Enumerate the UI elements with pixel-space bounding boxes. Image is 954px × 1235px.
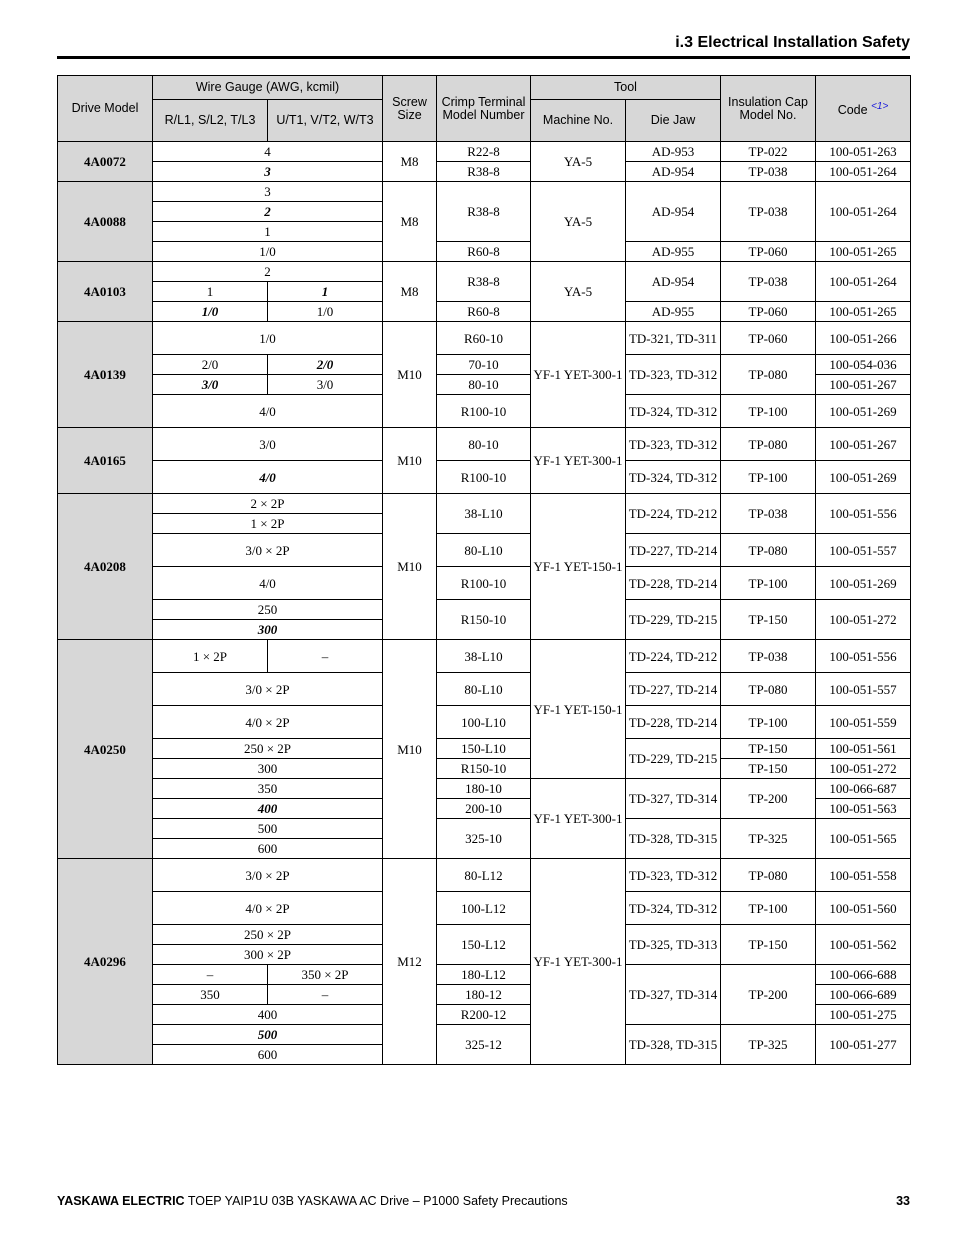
machine-no-cell: YF-1 YET-300-1: [531, 779, 626, 859]
table-row: [58, 1025, 911, 1045]
crimp-terminal-cell: 70-10: [437, 355, 531, 375]
crimp-terminal-cell: R150-10: [437, 759, 531, 779]
die-jaw-cell: TD-224, TD-212: [626, 640, 721, 673]
output-gauge-cell: 3/0: [268, 375, 383, 395]
footnote-ref: <1>: [871, 100, 889, 112]
code-cell: 100-051-269: [816, 395, 911, 428]
die-jaw-cell: AD-953: [626, 142, 721, 162]
die-jaw-cell: TD-327, TD-314: [626, 779, 721, 819]
code-cell: 100-051-269: [816, 567, 911, 600]
die-jaw-cell: AD-954: [626, 182, 721, 242]
section-title: i.3 Electrical Installation Safety: [675, 34, 910, 51]
crimp-terminal-cell: R38-8: [437, 182, 531, 242]
insulation-cap-cell: TP-150: [721, 925, 816, 965]
die-jaw-cell: TD-328, TD-315: [626, 1025, 721, 1065]
die-jaw-cell: TD-324, TD-312: [626, 395, 721, 428]
table-row: [58, 322, 911, 355]
wire-gauge-cell: 400: [153, 1005, 383, 1025]
wire-gauge-cell: 250 × 2P: [153, 739, 383, 759]
code-cell: 100-051-560: [816, 892, 911, 925]
output-gauge-cell: 2/0: [268, 355, 383, 375]
wire-gauge-cell: 600: [153, 1045, 383, 1065]
wire-gauge-cell: 2 × 2P: [153, 494, 383, 514]
die-jaw-cell: TD-323, TD-312: [626, 428, 721, 461]
code-cell: 100-051-267: [816, 375, 911, 395]
code-cell: 100-051-557: [816, 673, 911, 706]
screw-size-cell: M10: [383, 640, 437, 859]
die-jaw-cell: TD-228, TD-214: [626, 567, 721, 600]
footer-brand: YASKAWA ELECTRIC: [57, 1194, 185, 1208]
insulation-cap-cell: TP-100: [721, 395, 816, 428]
header-machine-no: Machine No.: [531, 100, 626, 142]
table-row: [58, 706, 911, 739]
crimp-terminal-cell: 100-L10: [437, 706, 531, 739]
die-jaw-cell: TD-229, TD-215: [626, 600, 721, 640]
wire-gauge-cell: 600: [153, 839, 383, 859]
header-insulation-cap: Insulation Cap Model No.: [721, 76, 816, 142]
input-gauge-cell: 2/0: [153, 355, 268, 375]
insulation-cap-cell: TP-038: [721, 640, 816, 673]
drive-model-cell: 4A0208: [58, 494, 153, 640]
crimp-terminal-cell: R60-10: [437, 322, 531, 355]
drive-model-cell: 4A0072: [58, 142, 153, 182]
table-row: [58, 494, 911, 514]
table-row: [58, 428, 911, 461]
crimp-terminal-cell: 80-L10: [437, 673, 531, 706]
crimp-terminal-cell: 80-L10: [437, 534, 531, 567]
wire-gauge-cell: 1/0: [153, 322, 383, 355]
header-crimp-terminal: Crimp Terminal Model Number: [437, 76, 531, 142]
wire-gauge-cell: 4/0 × 2P: [153, 892, 383, 925]
header-input-terminals: R/L1, S/L2, T/L3: [153, 100, 268, 142]
machine-no-cell: YA-5: [531, 142, 626, 182]
crimp-terminal-cell: 150-L12: [437, 925, 531, 965]
die-jaw-cell: TD-323, TD-312: [626, 859, 721, 892]
screw-size-cell: M10: [383, 322, 437, 428]
crimp-terminal-cell: R100-10: [437, 395, 531, 428]
insulation-cap-cell: TP-100: [721, 892, 816, 925]
table-row: [58, 567, 911, 600]
crimp-terminal-cell: R100-10: [437, 567, 531, 600]
die-jaw-cell: TD-328, TD-315: [626, 819, 721, 859]
code-cell: 100-051-264: [816, 262, 911, 302]
insulation-cap-cell: TP-080: [721, 859, 816, 892]
wire-gauge-cell: 4/0: [153, 461, 383, 494]
insulation-cap-cell: TP-200: [721, 965, 816, 1025]
screw-size-cell: M10: [383, 428, 437, 494]
insulation-cap-cell: TP-080: [721, 673, 816, 706]
die-jaw-cell: AD-954: [626, 262, 721, 302]
table-row: [58, 302, 911, 322]
crimp-terminal-cell: R100-10: [437, 461, 531, 494]
insulation-cap-cell: TP-060: [721, 302, 816, 322]
crimp-terminal-cell: 150-L10: [437, 739, 531, 759]
insulation-cap-cell: TP-200: [721, 779, 816, 819]
wire-gauge-cell: 1: [153, 222, 383, 242]
table-row: [58, 600, 911, 620]
insulation-cap-cell: TP-100: [721, 461, 816, 494]
die-jaw-cell: TD-227, TD-214: [626, 534, 721, 567]
code-cell: 100-051-277: [816, 1025, 911, 1065]
crimp-terminal-cell: 80-10: [437, 375, 531, 395]
crimp-terminal-cell: R38-8: [437, 262, 531, 302]
wire-gauge-cell: 4/0: [153, 395, 383, 428]
code-cell: 100-066-689: [816, 985, 911, 1005]
insulation-cap-cell: TP-325: [721, 819, 816, 859]
insulation-cap-cell: TP-038: [721, 162, 816, 182]
wire-gauge-cell: 250 × 2P: [153, 925, 383, 945]
output-gauge-cell: 1: [268, 282, 383, 302]
input-gauge-cell: 1: [153, 282, 268, 302]
wire-gauge-cell: 4/0: [153, 567, 383, 600]
code-cell: 100-051-563: [816, 799, 911, 819]
table-row: [58, 779, 911, 799]
screw-size-cell: M8: [383, 262, 437, 322]
crimp-terminal-cell: R200-12: [437, 1005, 531, 1025]
header-output-terminals: U/T1, V/T2, W/T3: [268, 100, 383, 142]
crimp-terminal-cell: 38-L10: [437, 494, 531, 534]
code-cell: 100-051-556: [816, 640, 911, 673]
table-row: [58, 142, 911, 162]
table-row: [58, 534, 911, 567]
insulation-cap-cell: TP-060: [721, 242, 816, 262]
code-cell: 100-051-275: [816, 1005, 911, 1025]
machine-no-cell: YF-1 YET-300-1: [531, 322, 626, 428]
table-row: [58, 859, 911, 892]
drive-model-cell: 4A0088: [58, 182, 153, 262]
code-cell: 100-051-264: [816, 182, 911, 242]
table-row: [58, 262, 911, 282]
insulation-cap-cell: TP-080: [721, 355, 816, 395]
code-cell: 100-051-558: [816, 859, 911, 892]
crimp-terminal-cell: 80-10: [437, 428, 531, 461]
machine-no-cell: YF-1 YET-150-1: [531, 494, 626, 640]
drive-model-cell: 4A0139: [58, 322, 153, 428]
code-cell: 100-051-272: [816, 759, 911, 779]
code-cell: 100-051-266: [816, 322, 911, 355]
crimp-terminal-cell: 325-12: [437, 1025, 531, 1065]
wire-gauge-cell: 2: [153, 262, 383, 282]
input-gauge-cell: 350: [153, 985, 268, 1005]
crimp-terminal-cell: 38-L10: [437, 640, 531, 673]
wire-gauge-cell: 4/0 × 2P: [153, 706, 383, 739]
table-row: [58, 640, 911, 673]
table-row: [58, 461, 911, 494]
crimp-terminal-cell: R150-10: [437, 600, 531, 640]
table-row: [58, 925, 911, 945]
wire-gauge-cell: 500: [153, 1025, 383, 1045]
output-gauge-cell: –: [268, 640, 383, 673]
code-cell: 100-051-556: [816, 494, 911, 534]
header-drive-model: Drive Model: [58, 76, 153, 142]
die-jaw-cell: TD-324, TD-312: [626, 892, 721, 925]
die-jaw-cell: TD-325, TD-313: [626, 925, 721, 965]
die-jaw-cell: TD-224, TD-212: [626, 494, 721, 534]
code-cell: 100-066-687: [816, 779, 911, 799]
machine-no-cell: YA-5: [531, 182, 626, 262]
machine-no-cell: YF-1 YET-300-1: [531, 859, 626, 1065]
table-row: [58, 739, 911, 759]
header-code-label: Code: [837, 103, 868, 118]
wire-gauge-cell: 400: [153, 799, 383, 819]
wire-gauge-cell: 3/0 × 2P: [153, 859, 383, 892]
wire-gauge-cell: 300 × 2P: [153, 945, 383, 965]
table-row: [58, 355, 911, 375]
code-cell: 100-051-269: [816, 461, 911, 494]
die-jaw-cell: AD-955: [626, 302, 721, 322]
insulation-cap-cell: TP-150: [721, 600, 816, 640]
drive-model-cell: 4A0250: [58, 640, 153, 859]
insulation-cap-cell: TP-038: [721, 182, 816, 242]
code-cell: 100-051-265: [816, 302, 911, 322]
code-cell: 100-054-036: [816, 355, 911, 375]
code-cell: 100-051-562: [816, 925, 911, 965]
header-wire-gauge: Wire Gauge (AWG, kcmil): [153, 76, 383, 100]
wire-gauge-cell: 350: [153, 779, 383, 799]
die-jaw-cell: TD-321, TD-311: [626, 322, 721, 355]
machine-no-cell: YF-1 YET-300-1: [531, 428, 626, 494]
wire-gauge-cell: 500: [153, 819, 383, 839]
header-code: [816, 76, 911, 142]
die-jaw-cell: AD-955: [626, 242, 721, 262]
crimp-terminal-cell: 200-10: [437, 799, 531, 819]
table-row: [58, 759, 911, 779]
table-row: [58, 673, 911, 706]
table-row: [58, 395, 911, 428]
code-cell: 100-066-688: [816, 965, 911, 985]
crimp-terminal-cell: 180-12: [437, 985, 531, 1005]
insulation-cap-cell: TP-150: [721, 739, 816, 759]
output-gauge-cell: 1/0: [268, 302, 383, 322]
table-row: [58, 182, 911, 202]
input-gauge-cell: 3/0: [153, 375, 268, 395]
code-cell: 100-051-561: [816, 739, 911, 759]
page-header: [57, 34, 910, 59]
insulation-cap-cell: TP-038: [721, 494, 816, 534]
code-cell: 100-051-559: [816, 706, 911, 739]
code-cell: 100-051-263: [816, 142, 911, 162]
code-cell: 100-051-565: [816, 819, 911, 859]
wire-gauge-cell: 3: [153, 162, 383, 182]
screw-size-cell: M12: [383, 859, 437, 1065]
crimp-terminal-cell: 80-L12: [437, 859, 531, 892]
wire-gauge-cell: 4: [153, 142, 383, 162]
table-row: [58, 892, 911, 925]
drive-model-cell: 4A0296: [58, 859, 153, 1065]
die-jaw-cell: AD-954: [626, 162, 721, 182]
machine-no-cell: YA-5: [531, 262, 626, 322]
output-gauge-cell: 350 × 2P: [268, 965, 383, 985]
wire-gauge-cell: 2: [153, 202, 383, 222]
header-die-jaw: Die Jaw: [626, 100, 721, 142]
die-jaw-cell: TD-229, TD-215: [626, 739, 721, 779]
crimp-terminal-cell: R60-8: [437, 302, 531, 322]
code-cell: 100-051-265: [816, 242, 911, 262]
wire-gauge-cell: 250: [153, 600, 383, 620]
output-gauge-cell: –: [268, 985, 383, 1005]
machine-no-cell: YF-1 YET-150-1: [531, 640, 626, 779]
crimp-terminal-table: [57, 75, 911, 1065]
code-cell: 100-051-264: [816, 162, 911, 182]
code-cell: 100-051-267: [816, 428, 911, 461]
crimp-terminal-cell: R22-8: [437, 142, 531, 162]
die-jaw-cell: TD-323, TD-312: [626, 355, 721, 395]
wire-gauge-cell: 3/0 × 2P: [153, 534, 383, 567]
crimp-terminal-cell: 100-L12: [437, 892, 531, 925]
die-jaw-cell: TD-228, TD-214: [626, 706, 721, 739]
die-jaw-cell: TD-327, TD-314: [626, 965, 721, 1025]
crimp-terminal-cell: 325-10: [437, 819, 531, 859]
input-gauge-cell: 1 × 2P: [153, 640, 268, 673]
screw-size-cell: M8: [383, 182, 437, 262]
insulation-cap-cell: TP-038: [721, 262, 816, 302]
screw-size-cell: M10: [383, 494, 437, 640]
page-number: 33: [896, 1194, 910, 1208]
header-tool: Tool: [531, 76, 721, 100]
wire-gauge-cell: 300: [153, 759, 383, 779]
insulation-cap-cell: TP-060: [721, 322, 816, 355]
drive-model-cell: 4A0103: [58, 262, 153, 322]
insulation-cap-cell: TP-080: [721, 428, 816, 461]
wire-gauge-cell: 1/0: [153, 242, 383, 262]
table-row: [58, 242, 911, 262]
crimp-terminal-cell: R60-8: [437, 242, 531, 262]
code-cell: 100-051-557: [816, 534, 911, 567]
wire-gauge-cell: 1 × 2P: [153, 514, 383, 534]
drive-model-cell: 4A0165: [58, 428, 153, 494]
input-gauge-cell: –: [153, 965, 268, 985]
crimp-terminal-cell: R38-8: [437, 162, 531, 182]
insulation-cap-cell: TP-022: [721, 142, 816, 162]
insulation-cap-cell: TP-150: [721, 759, 816, 779]
table-row: [58, 965, 911, 985]
screw-size-cell: M8: [383, 142, 437, 182]
wire-gauge-cell: 300: [153, 620, 383, 640]
header-screw-size: Screw Size: [383, 76, 437, 142]
insulation-cap-cell: TP-325: [721, 1025, 816, 1065]
input-gauge-cell: 1/0: [153, 302, 268, 322]
table-row: [58, 162, 911, 182]
footer-document: TOEP YAIP1U 03B YASKAWA AC Drive – P1000 Safety Precautions: [184, 1194, 568, 1208]
die-jaw-cell: TD-227, TD-214: [626, 673, 721, 706]
wire-gauge-cell: 3: [153, 182, 383, 202]
insulation-cap-cell: TP-100: [721, 706, 816, 739]
crimp-terminal-cell: 180-L12: [437, 965, 531, 985]
table-row: [58, 819, 911, 839]
insulation-cap-cell: TP-080: [721, 534, 816, 567]
die-jaw-cell: TD-324, TD-312: [626, 461, 721, 494]
wire-gauge-cell: 3/0 × 2P: [153, 673, 383, 706]
insulation-cap-cell: TP-100: [721, 567, 816, 600]
wire-gauge-cell: 3/0: [153, 428, 383, 461]
crimp-terminal-cell: 180-10: [437, 779, 531, 799]
page-footer: [57, 1194, 910, 1208]
code-cell: 100-051-272: [816, 600, 911, 640]
